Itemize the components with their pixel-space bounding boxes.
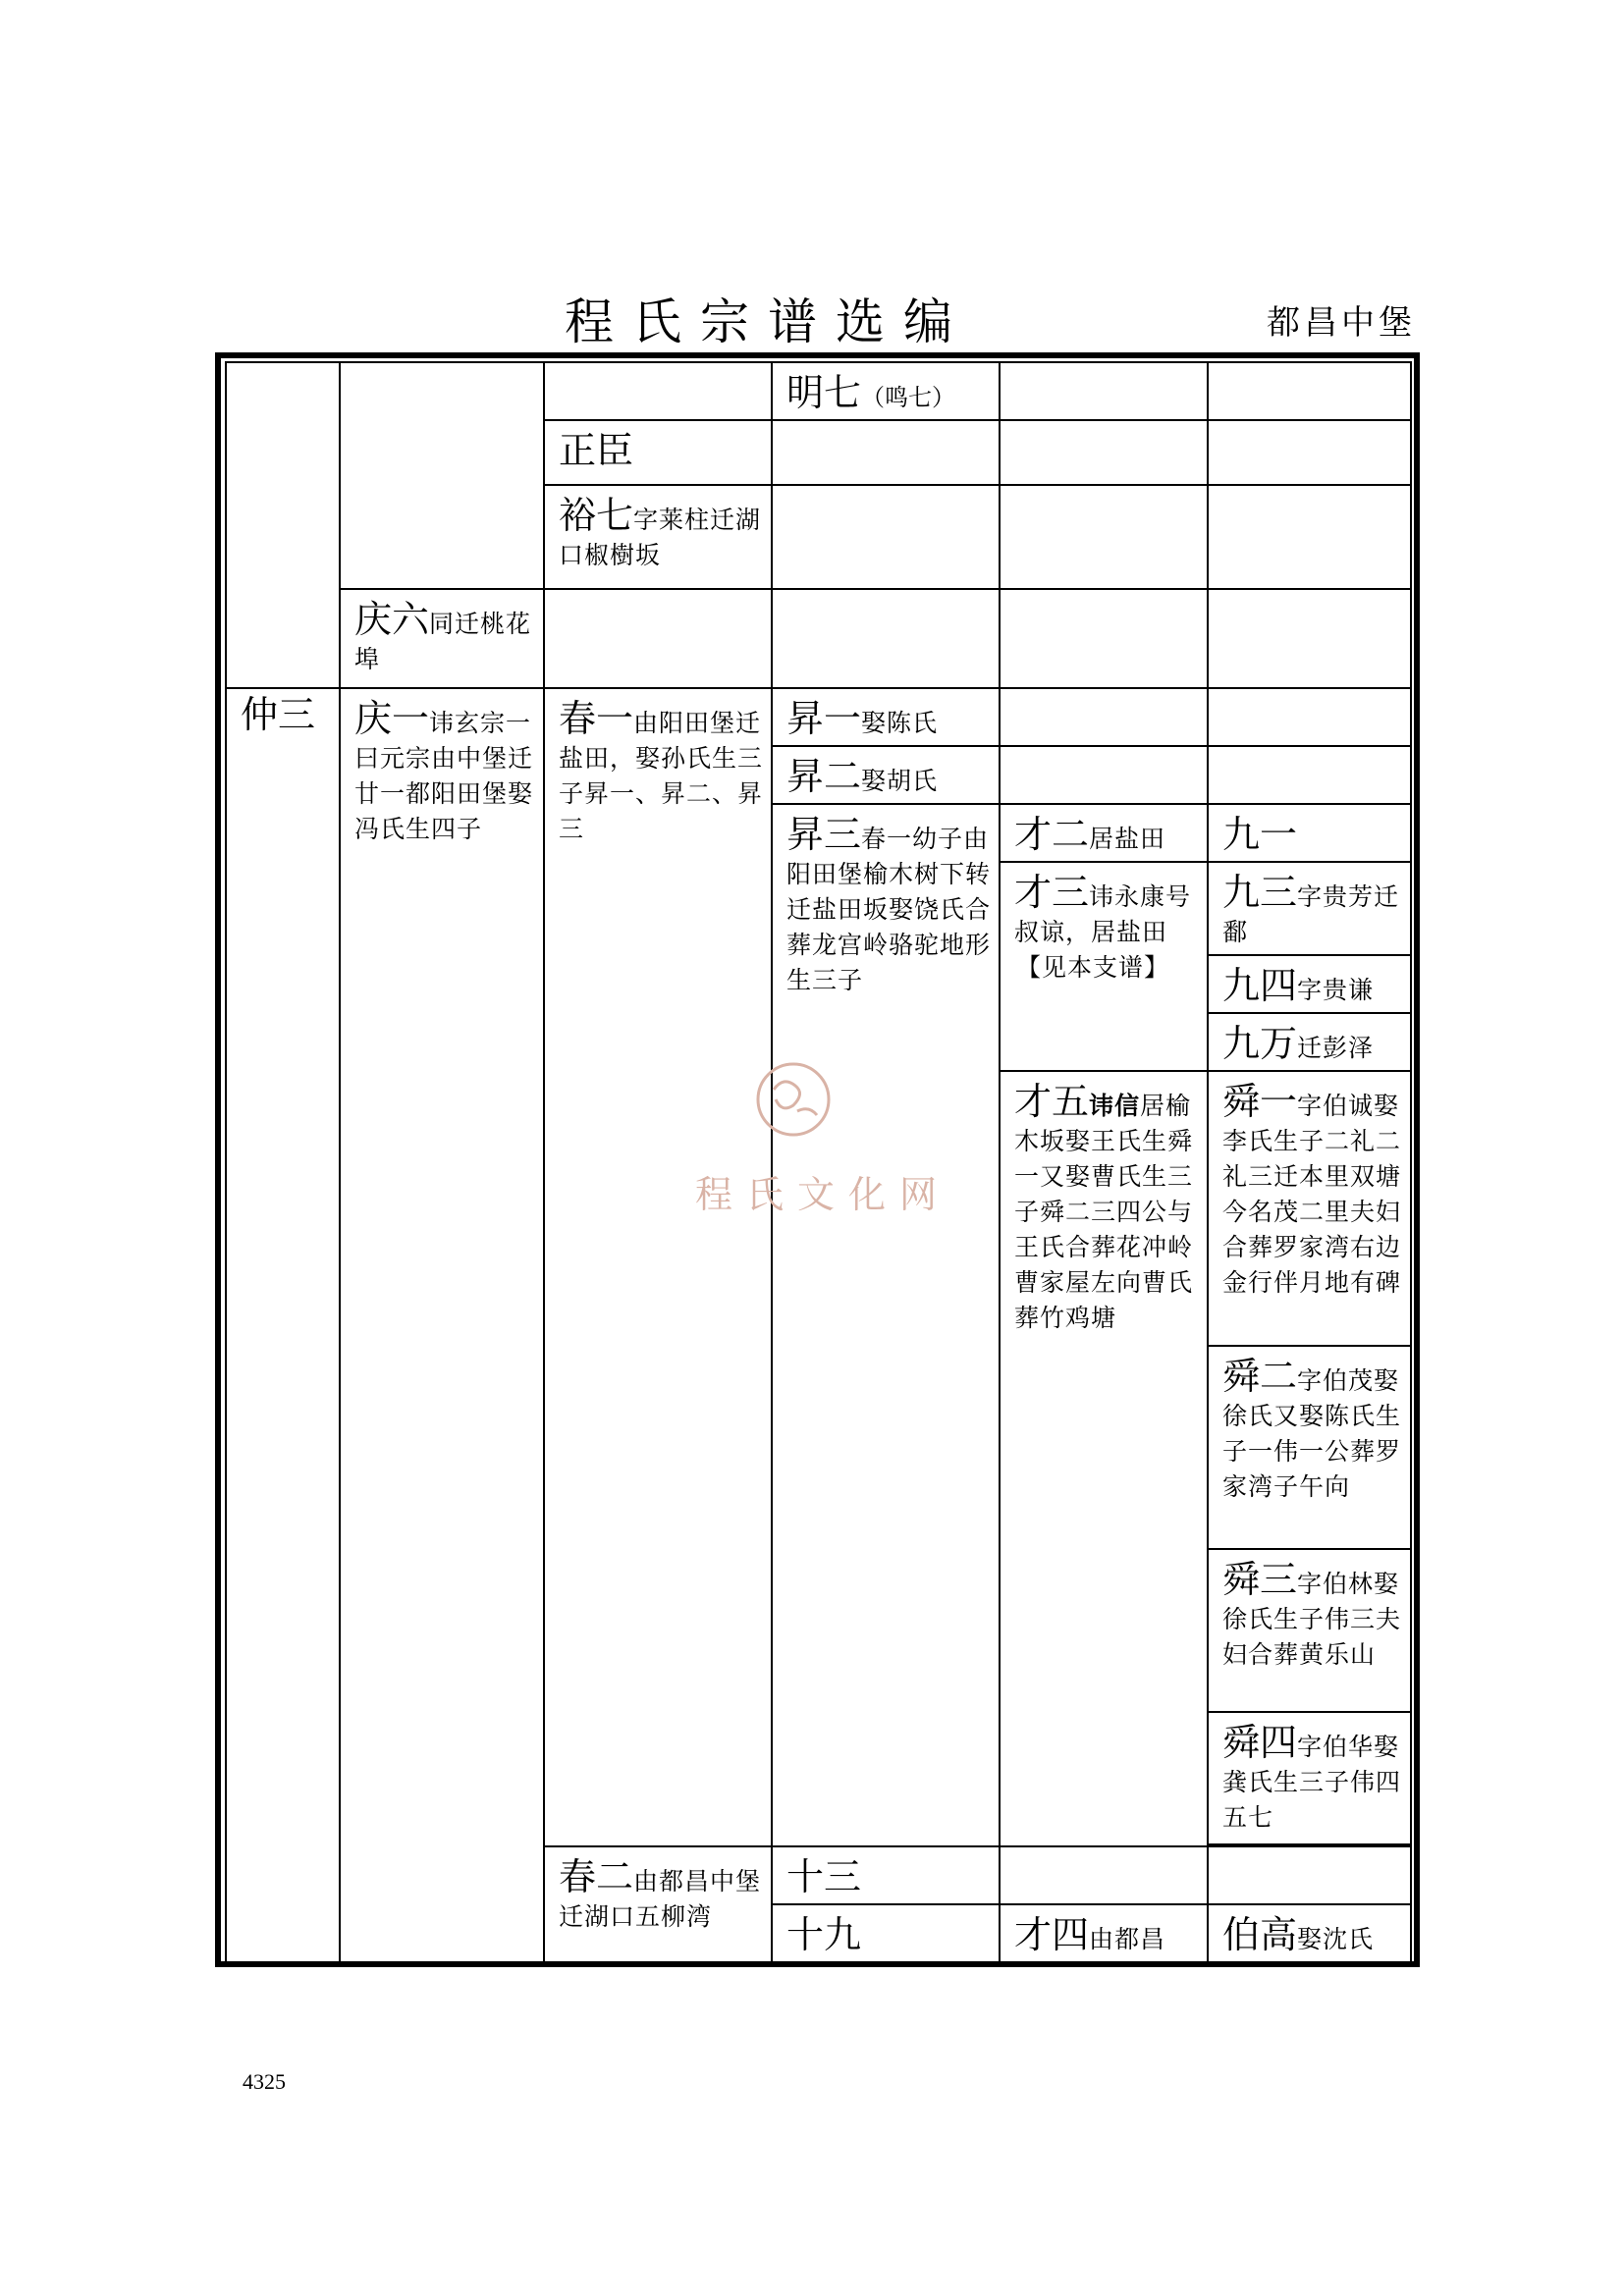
entry-cai-wu [1000,1071,1208,1846]
page-subtitle: 都昌中堡 [1267,303,1416,343]
person-name: 九三 [1222,871,1298,914]
empty-cell [772,420,1000,485]
entry-bo-gao [1208,1904,1411,1962]
entry-shun-si [1208,1712,1411,1844]
entry-shi-jiu [772,1904,1000,1962]
entry-shun-san [1208,1549,1411,1712]
person-note: 字贵谦 [1297,976,1375,1004]
page-title: 程氏宗谱选编 [565,294,971,350]
entry-shun-yi [1208,1071,1411,1346]
empty-cell [1000,589,1208,688]
empty-cell [1000,1846,1208,1904]
person-name: 春一 [559,697,634,740]
empty-cell [1208,688,1411,746]
entry-jiu-yi [1208,804,1411,862]
person-name: 才三 [1014,871,1090,914]
empty-cell [1000,485,1208,589]
empty-cell [1208,485,1411,589]
person-name: 明七 [786,371,862,414]
person-note: 迁彭泽 [1297,1034,1375,1062]
table-row [226,589,1411,688]
entry-shi-san [772,1846,1000,1904]
empty-cell [1208,420,1411,485]
person-name: 九万 [1222,1022,1298,1065]
entry-jiu-wan [1208,1013,1411,1071]
empty-cell [1208,746,1411,804]
person-note: 讳永康号叔谅，居盐田 [1014,882,1192,946]
empty-cell [544,589,772,688]
genealogy-table [225,361,1412,1963]
entry-qing-liu [340,589,544,688]
entry-jiu-si [1208,955,1411,1013]
empty-cell [1208,589,1411,688]
empty-cell [1000,688,1208,746]
person-name: 庆六 [354,598,430,641]
person-note: 字伯诚娶李氏生子二礼二礼三迁本里双塘今名茂二里夫妇合葬罗家湾右边金行伴月地有碑 [1222,1092,1402,1297]
person-name: 昇二 [786,755,862,798]
person-note: 居榆木坂娶王氏生舜一又娶曹氏生三子舜二三四公与王氏合葬花冲岭曹家屋左向曹氏葬竹鸡塘 [1014,1092,1194,1332]
person-note: 讳玄宗一曰元宗由中堡迁廿一都阳田堡娶冯氏生四子 [354,709,534,843]
person-note: 居盐田 [1089,825,1166,853]
person-name: 舜一 [1222,1080,1298,1123]
person-name: 九四 [1222,964,1298,1007]
person-note: （鸣七） [861,384,956,411]
person-name: 仲三 [241,693,316,736]
table-row [226,688,1411,746]
person-name: 裕七 [559,494,634,537]
person-name: 庆一 [354,697,430,740]
person-note: 字伯茂娶徐氏又娶陈氏生子一伟一公葬罗家湾子午向 [1222,1366,1402,1501]
person-name: 十九 [786,1913,862,1956]
empty-cell [226,362,340,688]
entry-jiu-san [1208,862,1411,955]
empty-cell [1208,362,1411,420]
table-row [226,362,1411,420]
entry-cai-si [1000,1904,1208,1962]
entry-sheng-san [772,804,1000,1846]
entry-cai-san [1000,862,1208,1071]
page-number: 4325 [243,2069,286,2094]
person-note: 字伯林娶徐氏生子伟三夫妇合葬黄乐山 [1222,1570,1402,1669]
person-name: 昇三 [786,813,862,856]
person-note: 春一幼子由阳田堡榆木树下转迁盐田坂娶饶氏合葬龙宫岭骆驼地形生三子 [786,825,992,994]
empty-cell [340,362,544,589]
empty-cell [1000,420,1208,485]
person-name: 昇一 [786,697,862,740]
person-name: 才二 [1014,813,1090,856]
person-note: 由都昌 [1089,1925,1166,1953]
empty-cell [1208,1846,1411,1904]
person-note: 娶陈氏 [861,709,939,737]
person-name: 舜三 [1222,1558,1298,1601]
empty-cell [544,362,772,420]
person-note: 同迁桃花埠 [354,610,532,673]
entry-zhong-san [226,688,340,1962]
person-note: 字伯华娶龚氏生三子伟四五七 [1222,1733,1402,1832]
empty-cell [772,485,1000,589]
person-note: 字贵芳迁鄱 [1222,882,1400,946]
entry-sheng-er [772,746,1000,804]
person-note: 由阳田堡迁盐田，娶孙氏生三子昇一、昇二、昇三 [559,709,764,843]
entry-chun-er [544,1846,772,1962]
empty-cell [772,589,1000,688]
person-name: 正臣 [559,429,634,472]
person-note: 娶沈氏 [1297,1925,1375,1953]
entry-zheng-chen [544,420,772,485]
person-note: 由都昌中堡迁湖口五柳湾 [559,1867,762,1931]
entry-sheng-yi [772,688,1000,746]
person-note: 娶胡氏 [861,767,939,795]
person-name: 十三 [786,1855,862,1898]
person-name: 九一 [1222,813,1298,856]
entry-shun-er [1208,1346,1411,1549]
empty-cell [1000,362,1208,420]
person-name: 春二 [559,1855,634,1898]
person-name: 才五 [1014,1080,1090,1123]
person-note-bold: 讳信 [1089,1092,1141,1120]
person-note: 字莱柱迁湖口椒樹坂 [559,506,762,569]
entry-qing-yi [340,688,544,1962]
watermark-text: 程氏文化网 [695,1173,951,1216]
entry-ming-qi [772,362,1000,420]
empty-cell [1000,746,1208,804]
person-note-reference: 【见本支谱】 [1016,953,1170,982]
entry-cai-er [1000,804,1208,862]
person-name: 才四 [1014,1913,1090,1956]
entry-chun-yi [544,688,772,1846]
person-name: 伯高 [1222,1913,1298,1956]
person-name: 舜四 [1222,1721,1298,1764]
entry-yu-qi [544,485,772,589]
person-name: 舜二 [1222,1355,1298,1398]
